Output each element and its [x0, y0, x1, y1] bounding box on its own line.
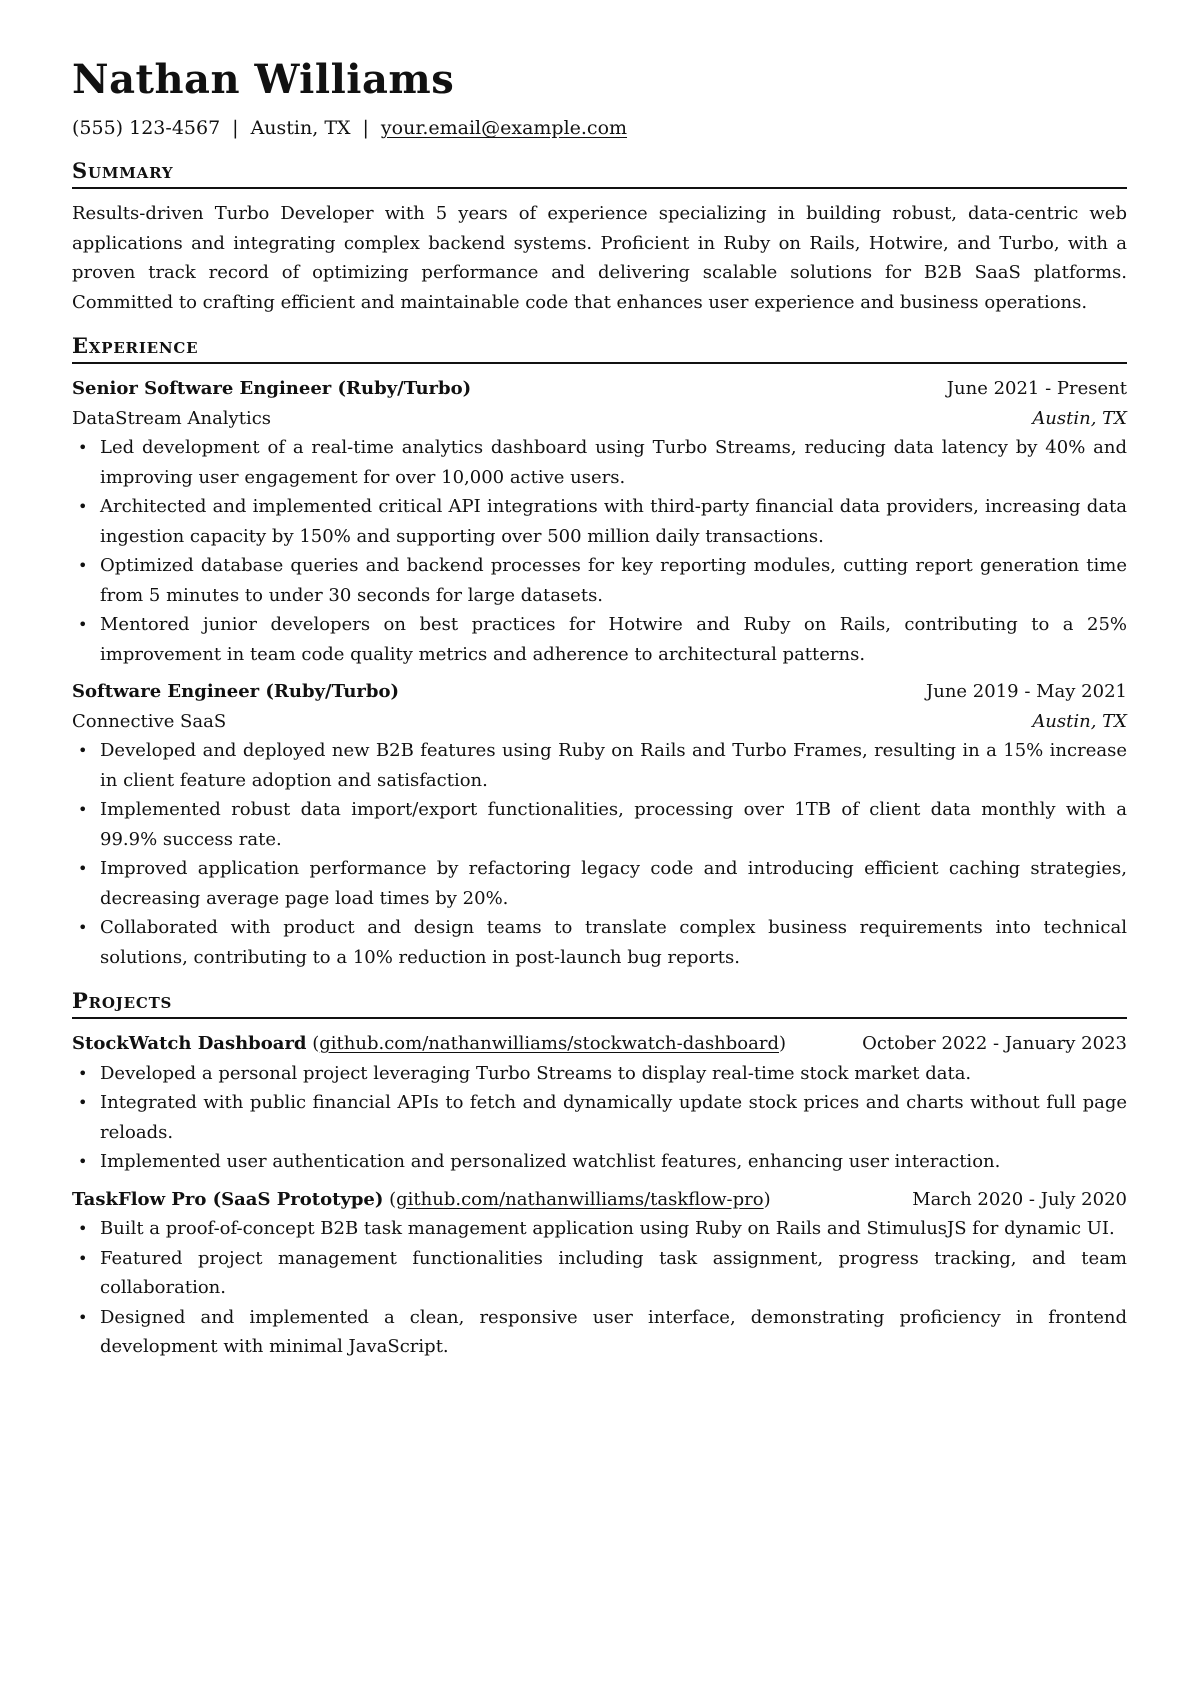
bullet-item: [78, 610, 1127, 669]
bullet-icon: •: [78, 741, 88, 760]
bullet-text: Improved application performance by refactoring legacy code and introducing efficient caching strategies, decreasing average page load times by 20%.: [100, 858, 1127, 909]
bullet-item: [78, 795, 1127, 854]
job-company: Connective SaaS: [72, 710, 227, 732]
section-title-experience: Experience: [72, 331, 1127, 364]
job-header: [72, 677, 1127, 707]
project-bullets: [72, 1059, 1127, 1177]
bullet-icon: •: [78, 615, 88, 634]
bullet-item: [78, 492, 1127, 551]
phone-number: (555) 123-4567: [72, 117, 221, 139]
job-location: Austin, TX: [1032, 710, 1127, 732]
bullet-icon: •: [78, 497, 88, 516]
location: Austin, TX: [250, 117, 351, 139]
resume-page: [72, 56, 1127, 1370]
job-role: Software Engineer (Ruby/Turbo): [72, 681, 399, 702]
job-location: Austin, TX: [1032, 407, 1127, 429]
project-dates: October 2022 - January 2023: [862, 1033, 1127, 1054]
project-name: TaskFlow Pro (SaaS Prototype): [72, 1188, 384, 1210]
job-entry: [72, 677, 1127, 972]
bullet-icon: •: [78, 1307, 88, 1327]
bullet-text: Developed a personal project leveraging Turbo Streams to display real-time stock market data.: [100, 1062, 972, 1084]
contact-separator: |: [232, 117, 239, 139]
bullet-icon: •: [78, 1248, 88, 1268]
bullet-item: [78, 1303, 1127, 1362]
job-entry: [72, 374, 1127, 669]
job-header: [72, 374, 1127, 404]
bullet-text: Architected and implemented critical API integrations with third-party financial data providers, increasing data ingestion capacity by 150% and supporting over 500 million daily transactions.: [100, 496, 1127, 547]
projects-section: [72, 986, 1127, 1362]
bullet-text: Led development of a real-time analytics dashboard using Turbo Streams, reducing data latency by 40% and improving user engagement for over 10,000 active users.: [100, 437, 1127, 488]
bullet-text: Collaborated with product and design teams to translate complex business requirements into technical solutions, contributing to a 10% reduction in post-launch bug reports.: [100, 917, 1127, 968]
bullet-text: Designed and implemented a clean, responsive user interface, demonstrating proficiency in frontend development with minimal JavaScript.: [100, 1306, 1127, 1357]
candidate-name: Nathan Williams: [72, 56, 455, 103]
bullet-item: [78, 551, 1127, 610]
job-subheader: [72, 707, 1127, 737]
job-bullets: [72, 736, 1127, 972]
job-bullets: [72, 433, 1127, 669]
project-entry: [72, 1029, 1127, 1177]
bullet-icon: •: [78, 556, 88, 575]
bullet-icon: •: [78, 1063, 88, 1083]
bullet-text: Integrated with public financial APIs to fetch and dynamically update stock prices and charts without full page reloads.: [100, 1092, 1127, 1143]
contact-separator: |: [362, 117, 369, 139]
project-header: October 2022 - January 2023 StockWatch Dashboard (github.com/nathanwilliams/stockwatch-dashboard): [72, 1029, 1127, 1059]
project-bullets: [72, 1214, 1127, 1362]
section-title-summary: Summary: [72, 156, 1127, 189]
bullet-text: Optimized database queries and backend processes for key reporting modules, cutting report generation time from 5 minutes to under 30 seconds for large datasets.: [100, 555, 1127, 606]
bullet-text: Developed and deployed new B2B features using Ruby on Rails and Turbo Frames, resulting in a 15% increase in client feature adoption and satisfaction.: [100, 740, 1127, 791]
bullet-icon: •: [78, 1152, 88, 1171]
bullet-icon: •: [78, 438, 88, 457]
email-link[interactable]: your.email@example.com: [380, 117, 628, 139]
job-dates: June 2019 - May 2021: [926, 681, 1127, 702]
bullet-item: [78, 736, 1127, 795]
bullet-icon: •: [78, 918, 88, 937]
experience-section: [72, 331, 1127, 972]
bullet-text: Implemented robust data import/export functionalities, processing over 1TB of client data monthly with a 99.9% success rate.: [100, 799, 1127, 850]
bullet-item: [78, 1147, 1127, 1177]
bullet-text: Implemented user authentication and personalized watchlist features, enhancing user interaction.: [100, 1151, 1001, 1172]
bullet-item: [78, 913, 1127, 972]
project-link[interactable]: github.com/nathanwilliams/stockwatch-dashboard: [319, 1033, 779, 1054]
section-title-projects: Projects: [72, 986, 1127, 1019]
summary-section: [72, 156, 1127, 317]
job-dates: June 2021 - Present: [946, 378, 1127, 399]
job-subheader: [72, 404, 1127, 434]
bullet-text: Built a proof-of-concept B2B task management application using Ruby on Rails and StimulusJS for dynamic UI.: [100, 1218, 1115, 1239]
bullet-icon: •: [78, 1219, 88, 1238]
bullet-item: [78, 854, 1127, 913]
job-role: Senior Software Engineer (Ruby/Turbo): [72, 378, 472, 399]
bullet-item: [78, 433, 1127, 492]
bullet-icon: •: [78, 859, 88, 878]
job-company: DataStream Analytics: [72, 407, 272, 429]
bullet-icon: •: [78, 800, 88, 819]
project-name: StockWatch Dashboard: [72, 1033, 307, 1054]
project-header: [72, 1185, 1127, 1215]
bullet-item: [78, 1214, 1127, 1244]
contact-line: [72, 114, 1127, 142]
project-link[interactable]: github.com/nathanwilliams/taskflow-pro: [396, 1188, 764, 1210]
project-dates: March 2020 - July 2020: [912, 1188, 1127, 1210]
bullet-text: Mentored junior developers on best practices for Hotwire and Ruby on Rails, contributing to a 25% improvement in team code quality metrics and adherence to architectural patterns.: [100, 614, 1127, 665]
bullet-text: Featured project management functionalities including task assignment, progress tracking, and team collaboration.: [100, 1247, 1127, 1298]
bullet-icon: •: [78, 1093, 88, 1112]
project-entry: [72, 1185, 1127, 1362]
project-title-group: TaskFlow Pro (SaaS Prototype) (github.com/nathanwilliams/taskflow-pro): [72, 1188, 771, 1210]
bullet-item: [78, 1244, 1127, 1303]
summary-text: Results-driven Turbo Developer with 5 years of experience specializing in building robust, data-centric web applications and integrating complex backend systems. Proficient in Ruby on Rails, Hotwire, and Turbo, with a proven track record of optimizing performance and delivering scalable solutions for B2B SaaS platforms. Committed to crafting efficient and maintainable code that enhances user experience and business operations.: [72, 203, 1127, 313]
bullet-item: [78, 1088, 1127, 1147]
bullet-item: [78, 1059, 1127, 1089]
